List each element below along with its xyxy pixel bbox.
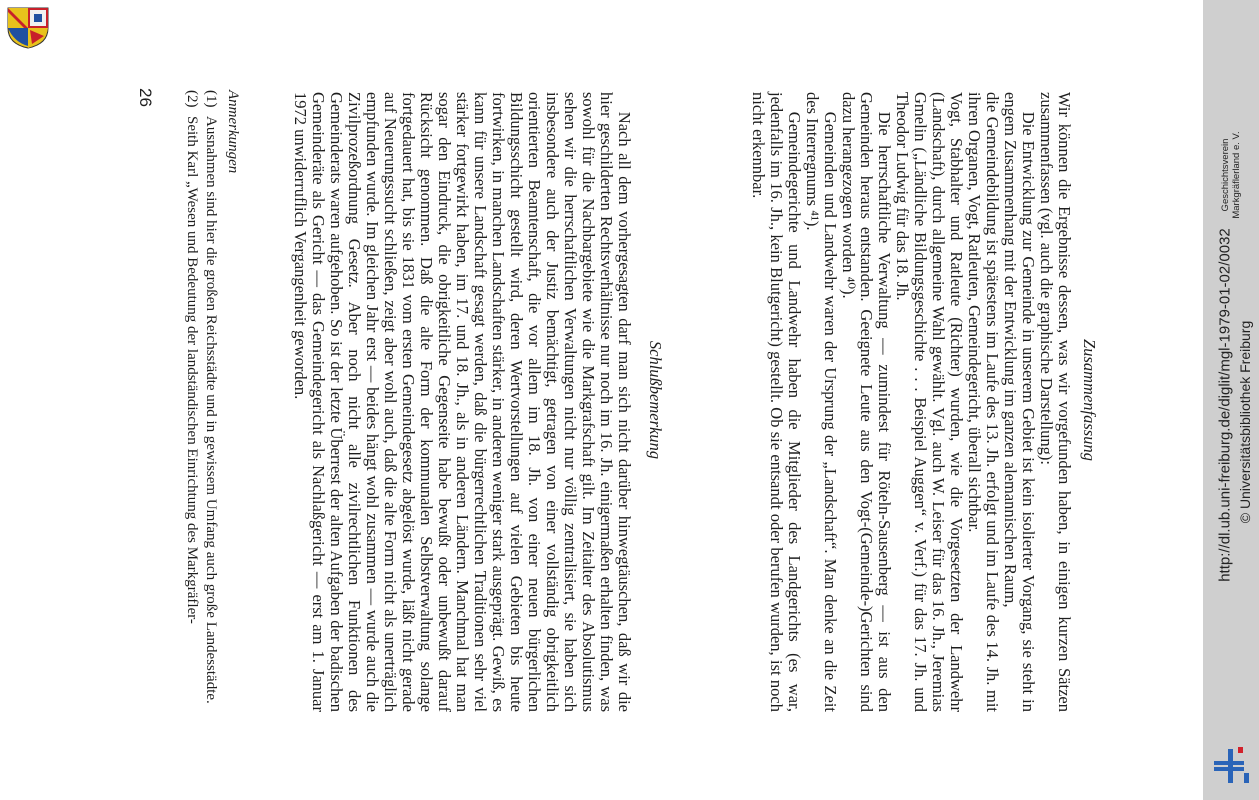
summary-section — [749, 92, 1073, 712]
paragraph: Nach all dem vorhergesagten darf man sich nicht darüber hinwegtäuschen, daß wir die hier geschilderten Rechtsverhältnisse nur noch im 16. Jh. einigermaßen erhalten finden, was sowohl für die Nachbargebiete wie die Markgrafschaft gilt. Im Zeitalter des Absolutismus sehen wir die herrschaftlichen Verwaltungen nicht nur völlig zentralisiert, sie haben sich insbesondere auch der Justiz bemächtigt, getragen von einer vollständig obrigkeitlich orientierten Beamtenschaft, die vor allem im 18. Jh. von einer neuen bürgerlichen Bildungsschicht gestellt wird, deren Wertvorstellungen auf vielen Gebieten bis heute fortwirken, in manchen Landschaften stärker, in anderen weniger stark ausgeprägt. Gewiß, es kann für unsere Landschaft gesagt werden, daß die bürgerrechtlichen Traditionen sehr viel stärker fortgewirkt haben, im 17. und 18. Jh., als in anderen Ländern. Manchmal hat man sogar den Eindruck, die obrigkeitliche Gegenseite habe bewußt oder unbewußt darauf Rücksicht genommen. Daß die alte Form der kommunalen Selbstverwaltung solange fortgedauert hat, bis sie 1831 vom ersten Gemeindegesetz abgelöst wurde, läßt nicht gerade auf Neuerungssucht schließen, zeigt aber wohl auch, daß die alte Form nicht als unerträglich empfunden wurde. Im gleichen Jahr erst — beides hängt wohl zusammen — wurde auch die Zivilprozeßordnung Gesetz. Aber noch nicht alle zivilrechtlichen Funktionen des Gemeinderats waren aufgehoben. So ist der letzte Überrest der alten Aufgaben der badischen Gemeinderäte als Gericht — das Gemeindegericht als Nachlaßgericht — erst am 1. Januar 1972 unwiderruflich Vergangenheit geworden. — [291, 92, 634, 712]
note-number: (2) — [184, 90, 200, 108]
note-number: (1) — [203, 90, 219, 108]
coat-of-arms-icon — [4, 6, 52, 50]
heading-closing: Schlußbemerkung — [646, 340, 665, 460]
society-line: Geschichtsverein — [1220, 138, 1231, 212]
notes-title: Anmerkungen — [225, 90, 241, 174]
ub-freiburg-logo-icon — [1210, 745, 1252, 785]
closing-section — [291, 92, 633, 712]
document-url-link[interactable]: http://dl.ub.uni-freiburg.de/diglit/mgl-1979-01-02/0032 — [1216, 228, 1234, 582]
paragraph: Wir können die Ergebnisse dessen, was wir vorgefunden haben, in einigen kurzen Sätzen zusammenfassen (vgl. auch die graphische Darstellung): — [1037, 92, 1074, 712]
note-text: Seith Karl „Wesen und Bedeutung der landständischen Einrichtung des Markgräfler- — [184, 116, 200, 624]
society-line: Markgräflerland e. V. — [1231, 131, 1242, 219]
paragraph: Die herrschaftliche Verwaltung — zumindest für Röteln-Sausenberg — ist aus den Gemeinden heraus entstanden. Geeignete Leute aus den Vogt-(Gemeinde-)Gerichten sind dazu herangezogen worden ⁴⁰). — [839, 92, 894, 712]
note-item — [202, 90, 219, 710]
paragraph: die Gemeindebildung ist spätestens im Laufe des 13. Jh. erfolgt und im Laufe des 14. Jh. mit ihren Organen, Vogt, Ratleuten, Gemeindegericht, überall sichtbar. — [965, 92, 1002, 712]
page-number: 26 — [136, 88, 155, 107]
note-item — [183, 90, 200, 710]
copyright-text: © Universitätsbibliothek Freiburg — [1237, 320, 1253, 524]
paragraph: Gemeinden und Landwehr waren der Ursprung der „Landschaft“. Man denke an die Zeit des Interregnums ⁴¹). — [803, 92, 840, 712]
paragraph: Gemeindegerichte und Landwehr haben die Mitglieder des Landgerichts (es war, jedenfalls im 16. Jh., kein Blutgericht) gestellt. Ob sie entsandt oder berufen wurden, ist noch nicht erkennbar. — [749, 92, 804, 712]
heading-summary: Zusammenfassung — [1080, 339, 1099, 461]
paragraph: Vogt, Stabhalter und Ratleute (Richter) wurden, wie die Vorgesetzten der Landwehr (Landschaft), durch allgemeine Wahl gewählt. Vgl. auch W. Leiser für das 16. Jh., Jeremias Gmelin („Ländliche Bildungsgeschichte . . . Beispiel Auggen“ v. Verf.) für das 17. Jh. und Theodor Ludwig für das 18. Jh. — [893, 92, 966, 712]
notes-list — [181, 90, 219, 710]
note-text: Ausnahmen sind hier die großen Reichsstädte und in gewissem Umfang auch große Landesstädte. — [203, 116, 219, 704]
society-name — [1220, 131, 1242, 218]
paragraph: Die Entwicklung zur Gemeinde in unserem Gebiet ist kein isolierter Vorgang, sie steht in engem Zusammenhang mit der Entwicklung im ganzen alemannischen Raum, — [1001, 92, 1038, 712]
